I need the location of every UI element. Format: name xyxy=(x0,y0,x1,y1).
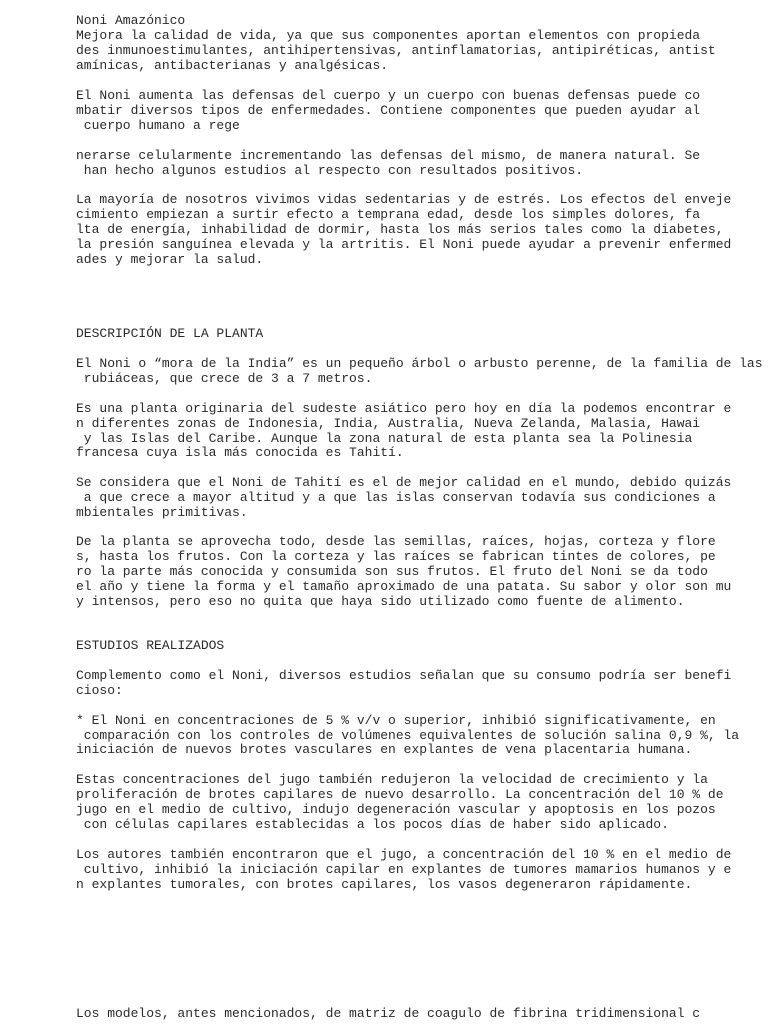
list-item-line: * El Noni en concentraciones de 5 % v/v o superior, inhibió significativamente, en xyxy=(76,713,716,728)
section-heading: ESTUDIOS REALIZADOS xyxy=(76,638,225,653)
text-line: lta de energía, inhabilidad de dormir, hasta los más serios tales como la diabetes, xyxy=(76,222,724,237)
text-line: mbatir diversos tipos de enfermedades. Contiene componentes que pueden ayudar al xyxy=(76,103,701,118)
text-line: El Noni aumenta las defensas del cuerpo y un cuerpo con buenas defensas puede co xyxy=(76,88,701,103)
text-line: Los modelos, antes mencionados, de matriz de coagulo de fibrina tridimensional c xyxy=(76,1006,701,1021)
text-line: y las Islas del Caribe. Aunque la zona natural de esta planta sea la Polinesia xyxy=(76,431,693,446)
text-line: Estas concentraciones del jugo también redujeron la velocidad de crecimiento y la xyxy=(76,772,708,787)
text-line: s, hasta los frutos. Con la corteza y las raíces se fabrican tintes de colores, pe xyxy=(76,549,716,564)
text-line: francesa cuya isla más conocida es Tahití. xyxy=(76,445,404,460)
text-line: con células capilares establecidas a los pocos días de haber sido aplicado. xyxy=(76,817,669,832)
text-line: amínicas, antibacterianas y analgésicas. xyxy=(76,58,389,73)
text-line: cimiento empiezan a surtir efecto a temprana edad, desde los simples dolores, fa xyxy=(76,207,701,222)
text-line: des inmunoestimulantes, antihipertensivas, antinflamatorias, antipiréticas, antist xyxy=(76,43,716,58)
text-line: ades y mejorar la salud. xyxy=(76,252,264,267)
text-line: La mayoría de nosotros vivimos vidas sedentarias y de estrés. Los efectos del enveje xyxy=(76,192,732,207)
text-line: cioso: xyxy=(76,683,123,698)
text-line: Los autores también encontraron que el jugo, a concentración del 10 % en el medio de xyxy=(76,847,732,862)
text-line: El Noni o “mora de la India” es un pequeño árbol o arbusto perenne, de la familia de las xyxy=(76,356,763,371)
text-line: cuerpo humano a rege xyxy=(76,118,240,133)
text-line: a que crece a mayor altitud y a que las islas conservan todavía sus condiciones a xyxy=(76,490,716,505)
text-line: n explantes tumorales, con brotes capilares, los vasos degeneraron rápidamente. xyxy=(76,877,693,892)
text-line: cultivo, inhibió la iniciación capilar en explantes de tumores mamarios humanos y e xyxy=(76,862,732,877)
text-line: Se considera que el Noni de Tahití es el de mejor calidad en el mundo, debido quizás xyxy=(76,475,732,490)
text-line: han hecho algunos estudios al respecto con resultados positivos. xyxy=(76,163,584,178)
text-line: ro la parte más conocida y consumida son sus frutos. El fruto del Noni se da todo xyxy=(76,564,708,579)
text-line: Es una planta originaria del sudeste asiático pero hoy en día la podemos encontrar e xyxy=(76,401,732,416)
text-line: mbientales primitivas. xyxy=(76,505,248,520)
text-line: Mejora la calidad de vida, ya que sus componentes aportan elementos con propieda xyxy=(76,28,701,43)
text-line: n diferentes zonas de Indonesia, India, Australia, Nueva Zelanda, Malasia, Hawai xyxy=(76,416,701,431)
text-line: nerarse celularmente incrementando las defensas del mismo, de manera natural. Se xyxy=(76,148,701,163)
text-line: la presión sanguínea elevada y la artritis. El Noni puede ayudar a prevenir enfermed xyxy=(76,237,732,252)
text-line: De la planta se aprovecha todo, desde las semillas, raíces, hojas, corteza y flore xyxy=(76,534,716,549)
text-line: jugo en el medio de cultivo, indujo degeneración vascular y apoptosis en los pozos xyxy=(76,802,716,817)
text-line: y intensos, pero eso no quita que haya sido utilizado como fuente de alimento. xyxy=(76,594,685,609)
text-line: el año y tiene la forma y el tamaño aproximado de una patata. Su sabor y olor son mu xyxy=(76,579,732,594)
text-line: rubiáceas, que crece de 3 a 7 metros. xyxy=(76,371,373,386)
text-line: proliferación de brotes capilares de nuevo desarrollo. La concentración del 10 % de xyxy=(76,787,724,802)
text-line: Complemento como el Noni, diversos estudios señalan que su consumo podría ser benefi xyxy=(76,668,732,683)
section-heading: DESCRIPCIÓN DE LA PLANTA xyxy=(76,326,264,341)
text-line: iniciación de nuevos brotes vasculares en explantes de vena placentaria humana. xyxy=(76,742,693,757)
document-title: Noni Amazónico xyxy=(76,13,186,28)
text-line: comparación con los controles de volúmenes equivalentes de solución salina 0,9 %, la xyxy=(76,728,740,743)
